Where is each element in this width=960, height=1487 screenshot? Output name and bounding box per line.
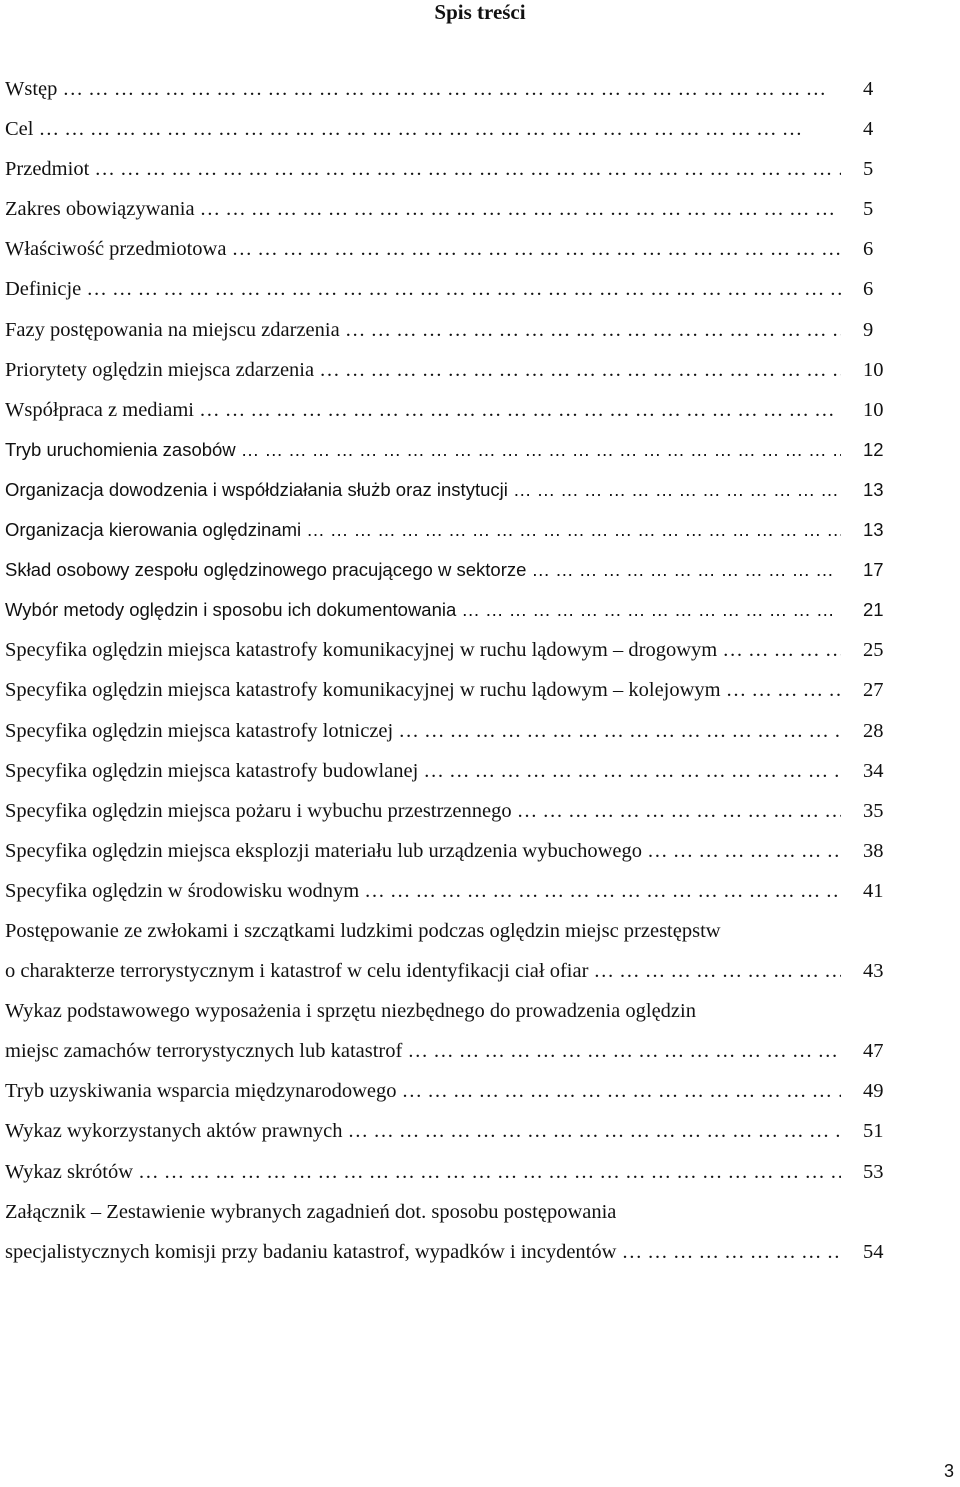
toc-entry-page: 9 [863, 318, 874, 341]
toc-entry[interactable] [5, 911, 895, 951]
toc-entry-title: Specyfika oględzin miejsca katastrofy lotniczej … … … … … … … … … … … … … … … … … … … … … … … … … … … … … … [5, 711, 841, 751]
toc-entry[interactable] [5, 109, 895, 149]
toc-entry-title: Wykaz skrótów … … … … … … … … … … … … … … … … … … … … … … … … … … … … … … [5, 1152, 841, 1192]
toc-entry[interactable] [5, 1232, 895, 1272]
toc-entry-title: Priorytety oględzin miejsca zdarzenia … … … … … … … … … … … … … … … … … … … … … … … … … … … … … … [5, 350, 841, 390]
toc-entry-page: 13 [863, 478, 884, 500]
toc-entry-title: Wstęp … … … … … … … … … … … … … … … … … … … … … … … … … … … … … … [5, 69, 841, 109]
toc-entry-page: 53 [863, 1160, 884, 1183]
toc-entry-title: Wykaz podstawowego wyposażenia i sprzętu niezbędnego do prowadzenia oględzin [5, 1000, 696, 1023]
toc-entry-page: 38 [863, 839, 884, 862]
toc-entry[interactable] [5, 350, 895, 390]
toc-entry[interactable] [5, 550, 895, 590]
table-of-contents [5, 69, 895, 1272]
toc-entry[interactable] [5, 69, 895, 109]
toc-entry[interactable] [5, 951, 895, 991]
toc-entry-title: Postępowanie ze zwłokami i szczątkami ludzkimi podczas oględzin miejsc przestępstw [5, 919, 721, 942]
toc-entry[interactable] [5, 269, 895, 309]
page-number: 3 [943, 1461, 954, 1481]
toc-entry[interactable] [5, 871, 895, 911]
toc-entry-title: Cel … … … … … … … … … … … … … … … … … … … … … … … … … … … … … … [5, 109, 841, 149]
toc-entry-title: Skład osobowy zespołu oględzinowego pracującego w sektorze … … … … … … … … … … … … … … … … … … … … … … … … … … … … … … [5, 550, 841, 590]
toc-entry[interactable] [5, 1111, 895, 1151]
toc-entry-title: Fazy postępowania na miejscu zdarzenia … … … … … … … … … … … … … … … … … … … … … … … … … … … … … … [5, 310, 841, 350]
toc-entry-page: 10 [863, 398, 884, 421]
toc-entry[interactable] [5, 470, 895, 510]
toc-entry[interactable] [5, 670, 895, 710]
toc-entry-title: Specyfika oględzin miejsca eksplozji materiału lub urządzenia wybuchowego … … … … … … … … … … … … … … … … … … … … … … … … … … … … … … [5, 831, 841, 871]
toc-entry-page: 47 [863, 1040, 884, 1063]
toc-entry-page: 27 [863, 679, 884, 702]
toc-entry-page: 25 [863, 639, 884, 662]
toc-entry[interactable] [5, 510, 895, 550]
toc-entry-title: Definicje … … … … … … … … … … … … … … … … … … … … … … … … … … … … … … [5, 269, 841, 309]
toc-entry-page: 10 [863, 358, 884, 381]
toc-entry-page: 41 [863, 879, 884, 902]
toc-entry-page: 6 [863, 278, 874, 301]
toc-entry-title: Tryb uzyskiwania wsparcia międzynarodowego … … … … … … … … … … … … … … … … … … … … … … … … … … … … … … [5, 1071, 841, 1111]
toc-entry-page: 17 [863, 559, 884, 581]
toc-entry[interactable] [5, 1192, 895, 1232]
toc-entry[interactable] [5, 1071, 895, 1111]
toc-entry-page: 6 [863, 238, 874, 261]
toc-entry-title: Wykaz wykorzystanych aktów prawnych … … … … … … … … … … … … … … … … … … … … … … … … … … … … … … [5, 1111, 841, 1151]
toc-entry-page: 4 [863, 78, 874, 100]
toc-entry-page: 13 [863, 519, 884, 541]
toc-entry-page: 34 [863, 759, 884, 782]
toc-entry-page: 5 [863, 198, 874, 221]
toc-entry-title: Specyfika oględzin w środowisku wodnym … … … … … … … … … … … … … … … … … … … … … … … … … … … … … … [5, 871, 841, 911]
toc-entry[interactable] [5, 390, 895, 430]
toc-entry[interactable] [5, 1152, 895, 1192]
toc-entry[interactable] [5, 751, 895, 791]
toc-entry[interactable] [5, 430, 895, 470]
toc-entry[interactable] [5, 791, 895, 831]
toc-entry[interactable] [5, 831, 895, 871]
toc-entry-page: 28 [863, 719, 884, 742]
toc-entry-title: Specyfika oględzin miejsca katastrofy budowlanej … … … … … … … … … … … … … … … … … … … … … … … … … … … … … … [5, 751, 841, 791]
toc-entry-title: Wybór metody oględzin i sposobu ich dokumentowania … … … … … … … … … … … … … … … … … … … … … … … … … … … … … … [5, 590, 841, 630]
page-title: Spis treści [434, 0, 526, 24]
toc-entry-title: Załącznik – Zestawienie wybranych zagadnień dot. sposobu postępowania [5, 1200, 617, 1223]
toc-entry[interactable] [5, 711, 895, 751]
toc-entry[interactable] [5, 1031, 895, 1071]
toc-entry-title: specjalistycznych komisji przy badaniu katastrof, wypadków i incydentów … … … … … … … … … … … … … … … … … … … … … … … … … … … … … … [5, 1232, 841, 1272]
toc-entry-title: Organizacja dowodzenia i współdziałania służb oraz instytucji … … … … … … … … … … … … … … … … … … … … … … … … … … … … … … [5, 470, 841, 510]
toc-entry-title: Przedmiot … … … … … … … … … … … … … … … … … … … … … … … … … … … … … … [5, 149, 841, 189]
toc-entry[interactable] [5, 229, 895, 269]
toc-entry-page: 54 [863, 1240, 884, 1263]
toc-entry-title: Tryb uruchomienia zasobów … … … … … … … … … … … … … … … … … … … … … … … … … … … … … … [5, 430, 841, 470]
toc-entry-title: Zakres obowiązywania … … … … … … … … … … … … … … … … … … … … … … … … … … … … … … [5, 189, 841, 229]
toc-entry-title: Współpraca z mediami … … … … … … … … … … … … … … … … … … … … … … … … … … … … … … [5, 390, 841, 430]
toc-entry-page: 5 [863, 158, 874, 181]
toc-entry-title: Właściwość przedmiotowa … … … … … … … … … … … … … … … … … … … … … … … … … … … … … … [5, 229, 841, 269]
toc-entry-page: 12 [863, 438, 884, 460]
toc-entry-title: o charakterze terrorystycznym i katastrof w celu identyfikacji ciał ofiar … … … … … … … … … … … … … … … … … … … … … … … … … … … … … … [5, 951, 841, 991]
toc-entry-title: Specyfika oględzin miejsca katastrofy komunikacyjnej w ruchu lądowym – drogowym … … … … … … … … … … … … … … … … … … … … … … … … … … … … … … [5, 630, 841, 670]
toc-entry-title: Organizacja kierowania oględzinami … … … … … … … … … … … … … … … … … … … … … … … … … … … … … … [5, 510, 841, 550]
toc-entry[interactable] [5, 149, 895, 189]
toc-entry[interactable] [5, 189, 895, 229]
toc-entry-page: 4 [863, 118, 874, 141]
toc-entry-page: 43 [863, 960, 884, 983]
toc-entry-page: 49 [863, 1080, 884, 1103]
toc-entry[interactable] [5, 991, 895, 1031]
toc-entry[interactable] [5, 590, 895, 630]
toc-entry-page: 35 [863, 799, 884, 822]
toc-entry-title: Specyfika oględzin miejsca katastrofy komunikacyjnej w ruchu lądowym – kolejowym … … … … … … … … … … … … … … … … … … … … … … … … … … … … … … [5, 670, 841, 710]
toc-entry-page: 51 [863, 1120, 884, 1143]
toc-entry[interactable] [5, 310, 895, 350]
toc-entry-title: Specyfika oględzin miejsca pożaru i wybuchu przestrzennego … … … … … … … … … … … … … … … … … … … … … … … … … … … … … … [5, 791, 841, 831]
toc-entry[interactable] [5, 630, 895, 670]
toc-entry-title: miejsc zamachów terrorystycznych lub katastrof … … … … … … … … … … … … … … … … … … … … … … … … … … … … … … [5, 1031, 841, 1071]
toc-entry-page: 21 [863, 599, 884, 621]
